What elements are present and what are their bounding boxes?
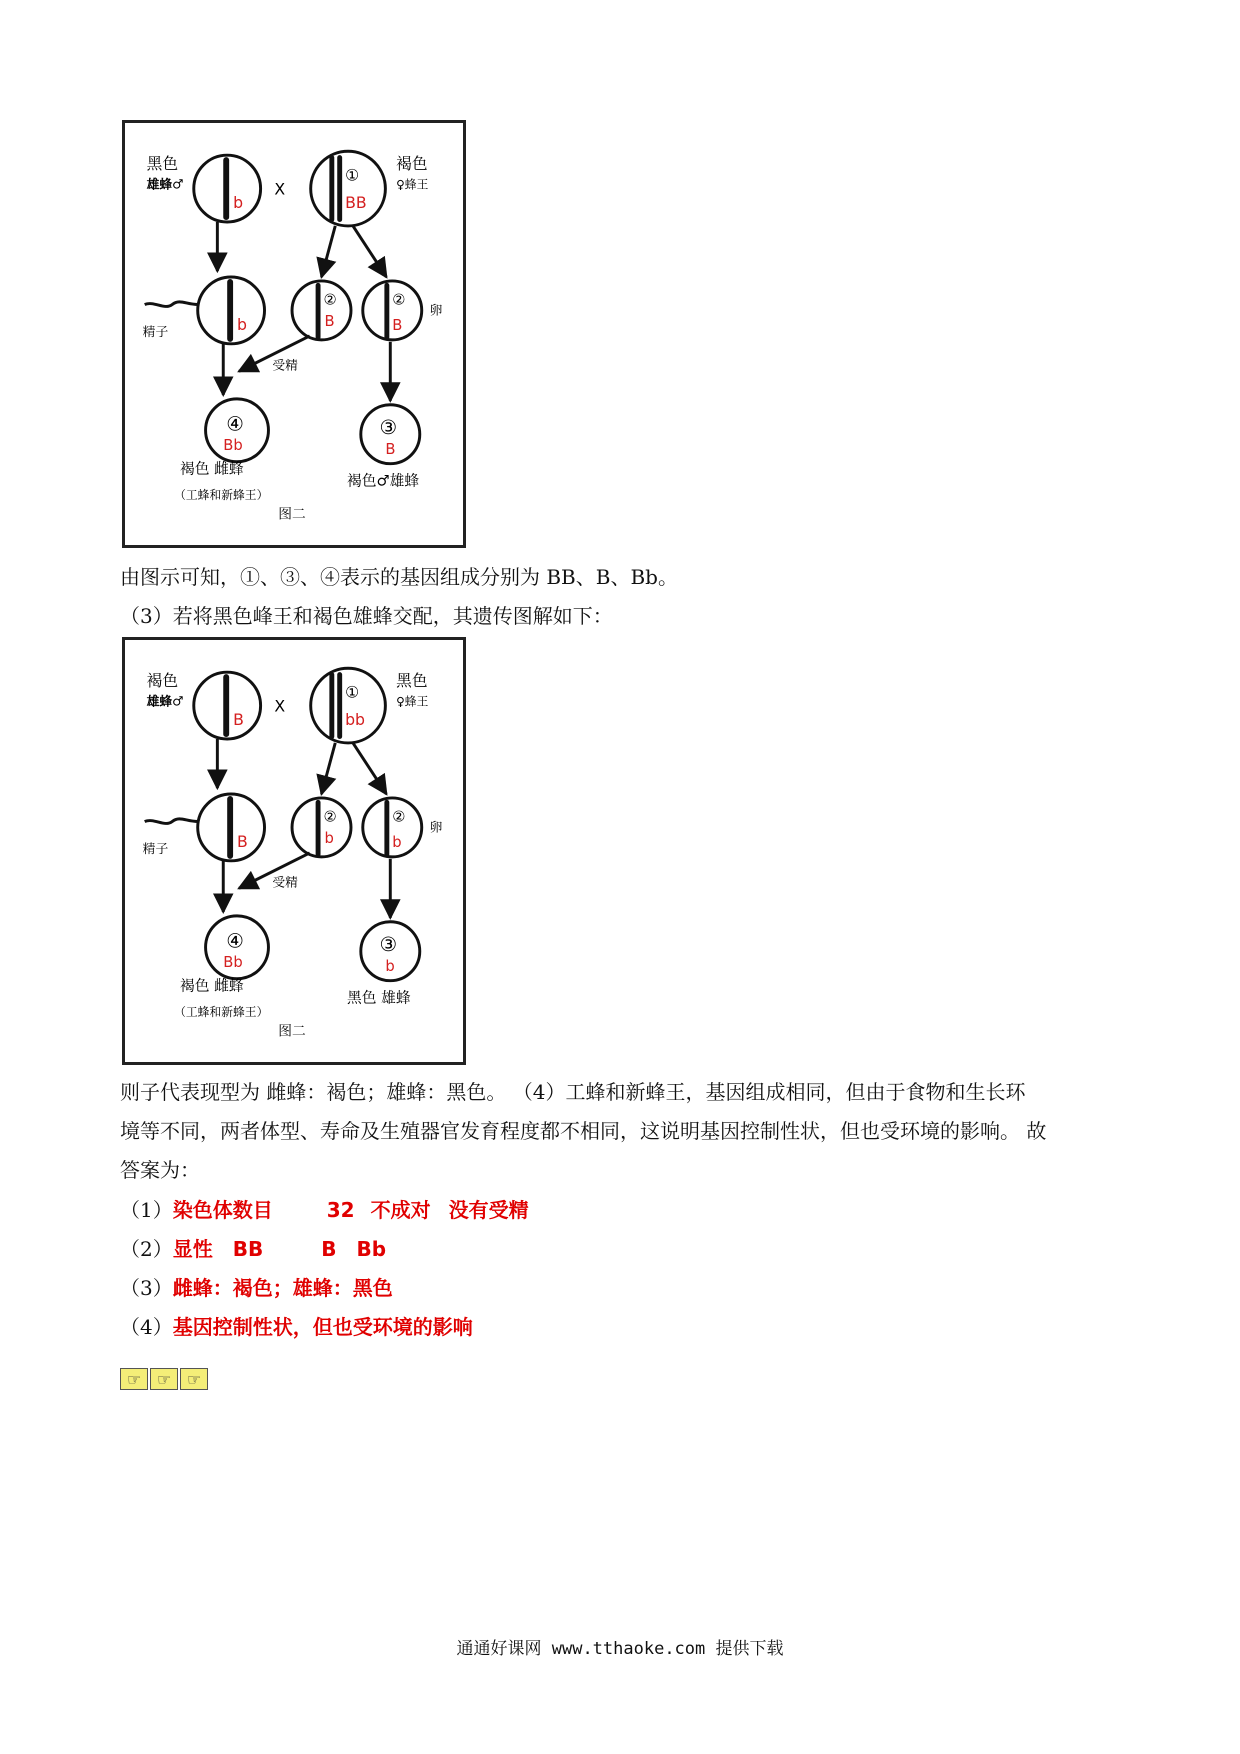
egg-a-number: ② [323, 808, 337, 826]
parent-left-sex: 雄蜂♂ [146, 694, 184, 710]
genetic-diagram-2 [122, 637, 466, 1065]
pointer-icon: ☞ [120, 1368, 148, 1390]
answer-4-part-1: 基因控制性状，但也受环境的影响 [172, 1315, 473, 1339]
offspring4-number: ④ [226, 929, 244, 953]
parent-right-number: ① [345, 165, 360, 185]
offspring3-label: 黑色 雄蜂 [347, 989, 411, 1007]
answer-2-part-4: Bb [356, 1237, 387, 1261]
genetic-diagram-1 [122, 120, 466, 548]
answer-1-part-3: 不成对 [370, 1198, 431, 1222]
egg-b-number: ② [392, 291, 406, 309]
offspring4-gene: Bb [223, 953, 243, 971]
sperm-gene: b [237, 315, 247, 335]
paragraph-line-2: 境等不同，两者体型、寿命及生殖器官发育程度都不相同，这说明基因控制性状，但也受环境的影响。 故 [120, 1119, 1047, 1143]
answer-2-number: （2） [120, 1237, 173, 1261]
answer-1-part-2: 32 [326, 1198, 355, 1222]
pointer-icon: ☞ [180, 1368, 208, 1390]
sperm-gene: B [237, 832, 248, 852]
pointer-icon: ☞ [150, 1368, 178, 1390]
page-footer: 通通好课网 www.tthaoke.com 提供下载 [456, 1639, 784, 1659]
text-line-1: 由图示可知，①、③、④表示的基因组成分别为 BB、B、Bb。 [120, 565, 678, 589]
parent-right-color: 黑色 [396, 670, 428, 690]
egg-a-number: ② [323, 291, 337, 309]
offspring3-gene: b [385, 957, 395, 975]
egg-b-number: ② [392, 808, 406, 826]
answer-1-number: （1） [120, 1198, 173, 1222]
parent-right-sex: ♀蜂王 [396, 694, 429, 709]
answer-4 [120, 1313, 473, 1341]
egg-a-gene: b [324, 830, 334, 848]
offspring4-label: 褐色 雌蜂 [180, 460, 244, 478]
parent-right-number: ① [345, 682, 360, 702]
egg-b-gene: B [392, 317, 403, 335]
offspring4-number: ④ [226, 412, 244, 436]
parent-left-color: 褐色 [146, 670, 179, 690]
egg-label: 卵 [429, 820, 443, 836]
parent-left-gene: B [233, 710, 244, 730]
cross-symbol: X [274, 696, 286, 716]
answer-1-part-1: 染色体数目 [172, 1198, 273, 1222]
parent-left-gene: b [233, 193, 244, 213]
parent-left-sex: 雄蜂♂ [146, 177, 184, 193]
answer-2 [120, 1235, 386, 1263]
answer-2-part-2: BB [232, 1237, 264, 1261]
offspring4-label: 褐色 雌蜂 [180, 977, 244, 995]
offspring3-number: ③ [379, 933, 398, 957]
paragraph-line-1: 则子代表现型为 雌蜂：褐色；雄蜂：黑色。 （4）工蜂和新蜂王，基因组成相同，但由于食物和生长环 [120, 1080, 1026, 1104]
answer-1-part-4: 没有受精 [448, 1198, 529, 1222]
answer-3-number: （3） [120, 1276, 173, 1300]
cross-symbol: X [274, 179, 286, 199]
parent-left-color: 黑色 [146, 153, 179, 173]
parent-right-gene: bb [345, 710, 366, 730]
sperm-label: 精子 [142, 324, 169, 340]
figure-caption: 图二 [278, 1023, 306, 1040]
parent-right-color: 褐色 [396, 153, 428, 173]
answer-1 [120, 1196, 529, 1224]
offspring3-number: ③ [379, 416, 398, 440]
offspring4-sub: （工蜂和新蜂王） [174, 1005, 269, 1020]
offspring4-gene: Bb [223, 436, 243, 454]
answer-4-number: （4） [120, 1315, 173, 1339]
answer-3 [120, 1274, 393, 1302]
answer-2-part-3: B [321, 1237, 337, 1261]
egg-label: 卵 [429, 303, 443, 319]
answer-3-part-1: 雌蜂：褐色；雄蜂：黑色 [172, 1276, 393, 1300]
sperm-label: 精子 [142, 841, 169, 857]
parent-right-sex: ♀蜂王 [396, 177, 429, 192]
fertilization-label: 受精 [272, 358, 298, 374]
egg-a-gene: B [324, 313, 335, 331]
offspring4-sub: （工蜂和新蜂王） [174, 488, 269, 503]
egg-b-gene: b [392, 834, 402, 852]
parent-right-gene: BB [345, 193, 367, 213]
fertilization-label: 受精 [272, 875, 298, 891]
paragraph-line-3: 答案为： [120, 1158, 200, 1182]
answer-2-part-1: 显性 [172, 1237, 213, 1261]
diagram-svg-1 [125, 123, 463, 545]
hint-icons [120, 1368, 208, 1390]
offspring3-gene: B [385, 440, 396, 458]
figure-caption: 图二 [278, 506, 306, 523]
offspring3-label: 褐色♂雄蜂 [347, 472, 420, 490]
text-line-2: （3）若将黑色峰王和褐色雄蜂交配，其遗传图解如下： [120, 604, 613, 628]
diagram-svg-2 [125, 640, 463, 1062]
